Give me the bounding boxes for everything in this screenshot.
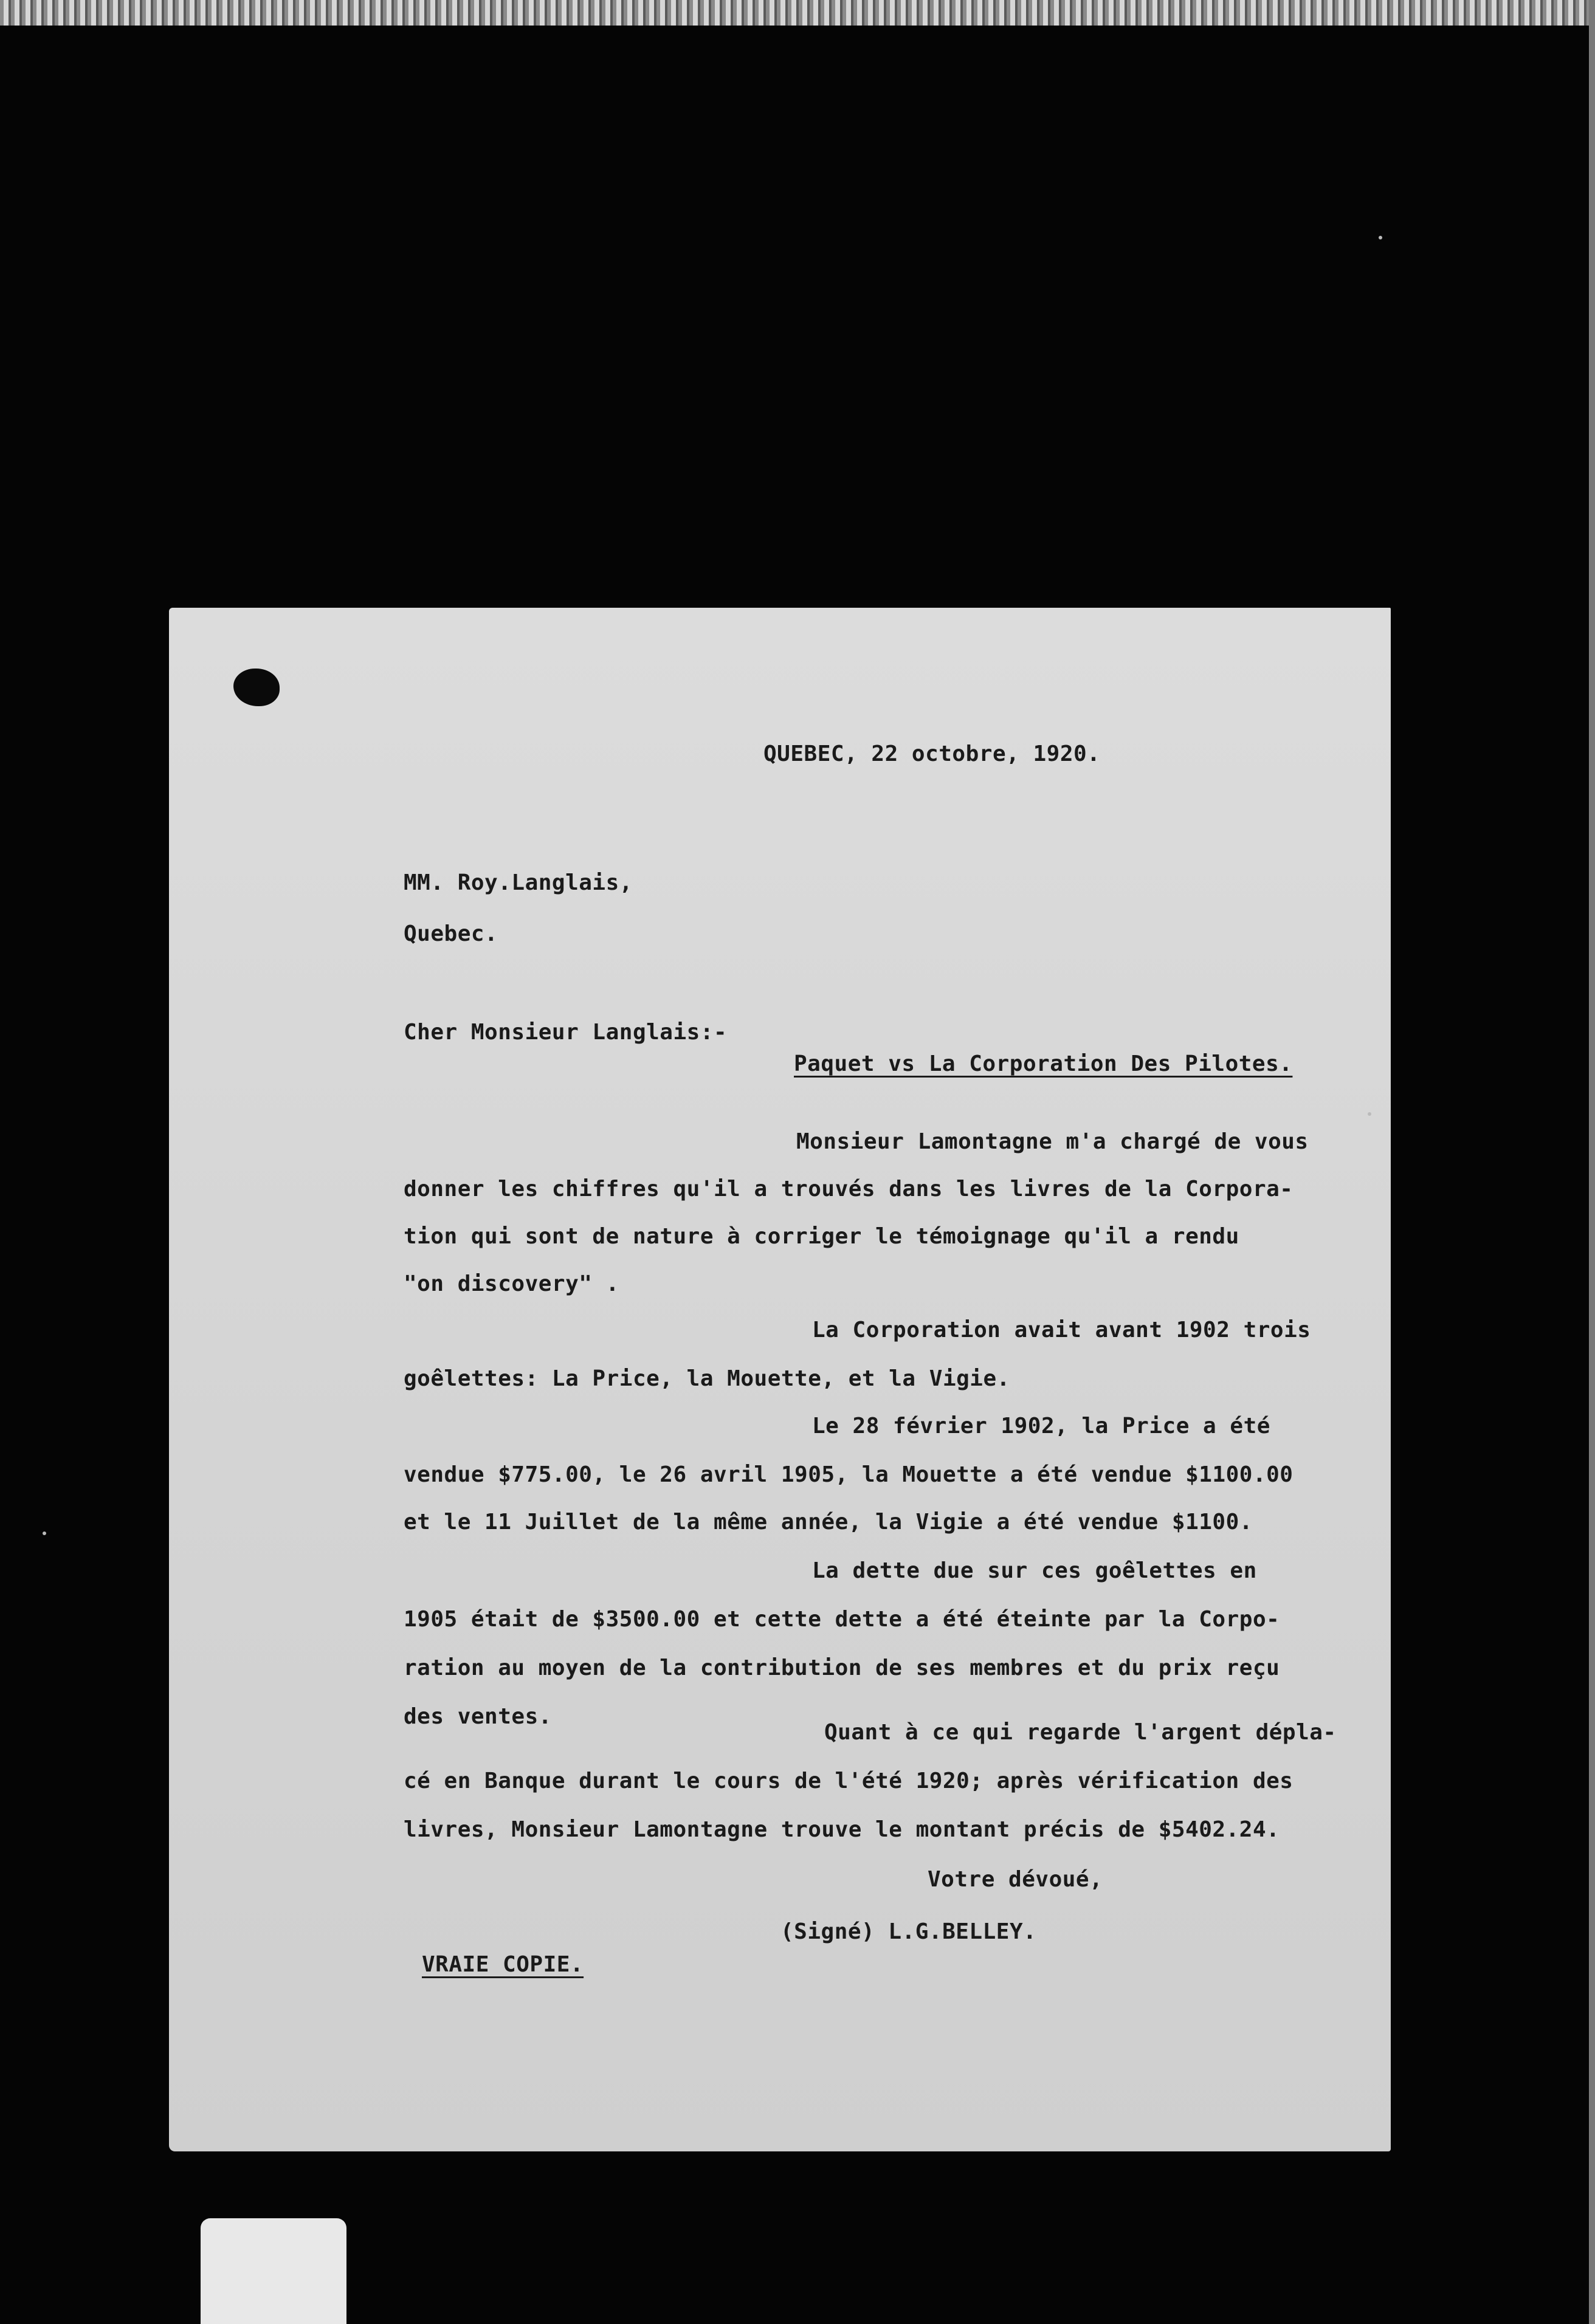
body-line: 1905 était de $3500.00 et cette dette a été éteinte par la Corpo- <box>404 1607 1280 1632</box>
body-line: tion qui sont de nature à corriger le témoignage qu'il a rendu <box>404 1224 1239 1249</box>
film-edge-right <box>1589 0 1595 2324</box>
subject-line: Paquet vs La Corporation Des Pilotes. <box>794 1051 1293 1076</box>
body-line: ration au moyen de la contribution de ses membres et du prix reçu <box>404 1655 1280 1680</box>
body-line: Monsieur Lamontagne m'a chargé de vous <box>796 1129 1309 1154</box>
dust-speck <box>43 1532 46 1535</box>
signature: (Signé) L.G.BELLEY. <box>780 1919 1037 1944</box>
body-line: vendue $775.00, le 26 avril 1905, la Mouette a été vendue $1100.00 <box>404 1462 1294 1487</box>
body-line: "on discovery" . <box>404 1271 619 1296</box>
recipient-line: MM. Roy.Langlais, <box>404 870 633 895</box>
body-line: La Corporation avait avant 1902 trois <box>812 1318 1311 1342</box>
recipient-line: Quebec. <box>404 921 498 946</box>
body-line: Le 28 février 1902, la Price a été <box>812 1414 1270 1439</box>
body-line: des ventes. <box>404 1704 552 1729</box>
body-line: Quant à ce qui regarde l'argent dépla- <box>824 1720 1337 1745</box>
body-line: livres, Monsieur Lamontagne trouve le montant précis de $5402.24. <box>404 1817 1280 1842</box>
date-line: QUEBEC, 22 octobre, 1920. <box>763 741 1101 766</box>
film-edge <box>0 0 1595 26</box>
body-line: et le 11 Juillet de la même année, la Vigie a été vendue $1100. <box>404 1510 1253 1535</box>
punch-hole <box>233 669 280 706</box>
body-line: goêlettes: La Price, la Mouette, et la Vigie. <box>404 1366 1010 1391</box>
copy-mark: VRAIE COPIE. <box>422 1952 584 1977</box>
dust-speck <box>1379 236 1382 239</box>
salutation: Cher Monsieur Langlais:- <box>404 1020 728 1045</box>
film-tab <box>201 2218 346 2324</box>
body-line: La dette due sur ces goêlettes en <box>812 1558 1257 1583</box>
body-line: cé en Banque durant le cours de l'été 1920; après vérification des <box>404 1769 1294 1793</box>
body-line: donner les chiffres qu'il a trouvés dans les livres de la Corpora- <box>404 1177 1294 1202</box>
dust-speck <box>1368 1112 1371 1116</box>
closing: Votre dévoué, <box>928 1867 1103 1892</box>
